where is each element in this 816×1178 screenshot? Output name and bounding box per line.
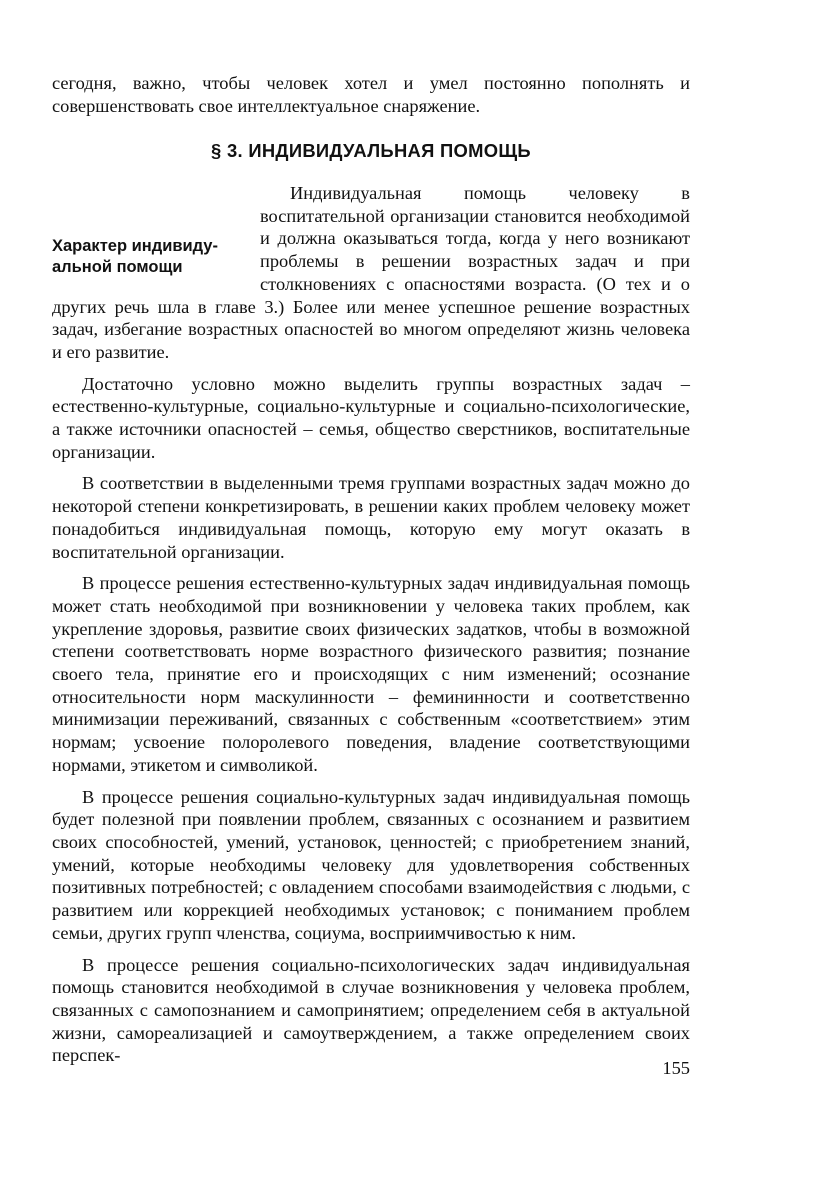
intro-paragraph [52,72,690,117]
body-text [52,182,690,1076]
section-heading: § 3. ИНДИВИДУАЛЬНАЯ ПОМОЩЬ [211,140,531,161]
intro-text: сегодня, важно, чтобы человек хотел и умел постоянно пополнять и совершенствовать свое интеллектуальное снаряжение. [52,73,690,116]
paragraph-1-text: Индивидуальная помощь человеку в воспитательной организации становится необходимой и должна оказываться тогда, когда у него возникают проблемы в решении возрастных задач и при столкновениях с опасностями возраста. (О тех и о других речь шла в главе 3.) Более или менее успешное решение возрастных задач, избегание возрастных опасностей во многом определяют жизнь человека и его развитие. [52,183,690,362]
paragraph-3: В соответствии в выделенными тремя группами возрастных задач можно до некоторой степени конкретизировать, в решении каких проблем человеку может понадобиться индивидуальная помощь, которую ему могут оказать в воспитательной организации. [52,473,690,562]
sidenote: Характер индивиду-альной помощи [52,234,242,280]
page-number: 155 [662,1058,690,1078]
paragraph-6: В процессе решения социально-психологических задач индивидуальная помощь становится необходимой в случае возникновения у человека проблем, связанных с самопознанием и самопринятием; определением себя в актуальной жизни, самореализацией и самоутверждением, а также определением своих перспек- [52,954,690,1066]
paragraph-4: В процессе решения естественно-культурных задач индивидуальная помощь может стать необходимой при возникновении у человека таких проблем, как укрепление здоровья, развитие своих физических задатков, чтобы в возможной степени соответствовать норме возрастного физического развития; познание своего тела, принятие его и происходящих с ним изменений; осознание относительности норм маскулинности – фемининности и соответственно минимизации переживаний, связанных с собственным «соответствием» этим нормам; усвоение полоролевого поведения, владение соответствующими нормами, этикетом и символикой. [52,573,690,775]
paragraph-2: Достаточно условно можно выделить группы возрастных задач – естественно-культурные, социально-культурные и социально-психологические, а также источники опасностей – семья, общество сверстников, воспитательные организации. [52,373,690,462]
paragraph-5: В процессе решения социально-культурных задач индивидуальная помощь будет полезной при появлении проблем, связанных с осознанием и развитием своих способностей, умений, установок, ценностей; с приобретением знаний, умений, которые необходимы человеку для удовлетворения собственных позитивных потребностей; с овладением способами взаимодействия с людьми, с развитием или коррекцией необходимых установок; с пониманием проблем семьи, других групп членства, социума, восприимчивостью к ним. [52,786,690,943]
